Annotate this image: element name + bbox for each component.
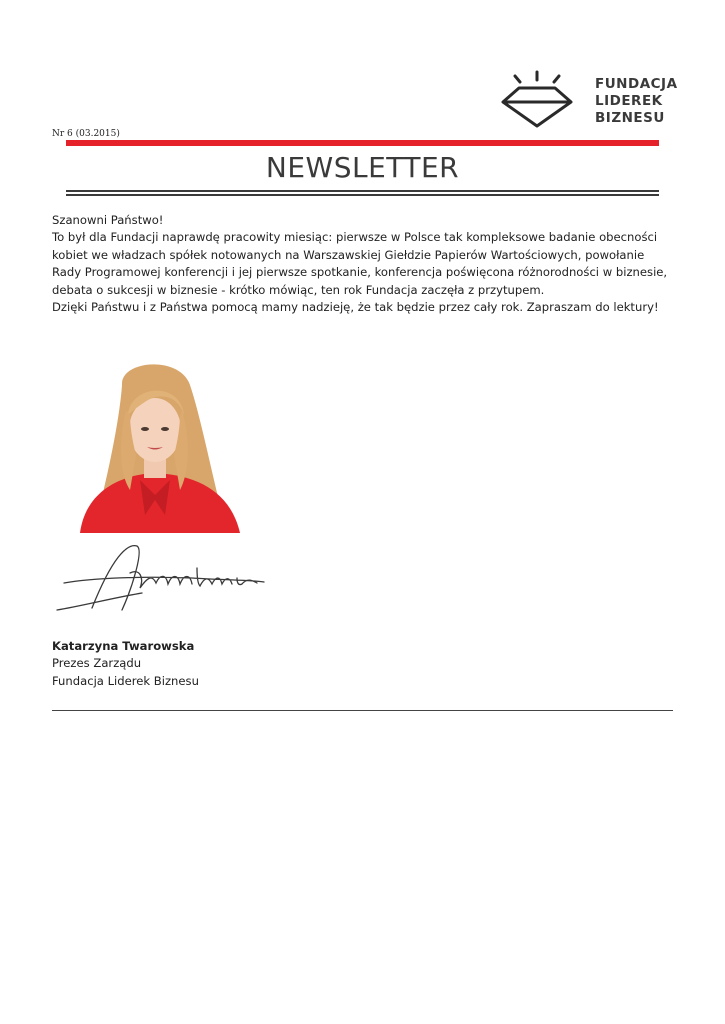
closing-line: Dzięki Państwu i z Państwa pomocą mamy nadzieję, że tak będzie przez cały rok. Zapraszam do lektury! xyxy=(52,300,659,315)
issue-number: Nr 6 (03.2015) xyxy=(52,129,120,139)
intro-paragraph: To był dla Fundacji naprawdę pracowity miesiąc: pierwsze w Polsce tak kompleksowe badanie obecności kobiet we władzach spółek notowanych na Warszawskiej Giełdzie Papierów Wartościowych, powołanie Rady Programowej konferencji i jej pierwsze spotkanie, konferencja poświęcona różnorodności w biznesie, debata o sukcesji w biznesie - krótko mówiąc, ten rok Fundacja zaczęła z przytupem. xyxy=(52,230,668,297)
signatory-organization: Fundacja Liderek Biznesu xyxy=(52,673,199,688)
diamond-icon xyxy=(497,68,577,130)
logo-line-1: FUNDACJA xyxy=(595,76,678,92)
signature-block xyxy=(52,638,199,690)
signatory-name: Katarzyna Twarowska xyxy=(52,639,195,653)
greeting: Szanowni Państwo! xyxy=(52,213,164,227)
title-rule-bottom xyxy=(66,194,659,196)
intro-text xyxy=(52,212,677,316)
foundation-logo xyxy=(497,68,682,130)
signatory-role: Prezes Zarządu xyxy=(52,656,142,671)
portrait-photo xyxy=(60,355,245,533)
logo-line-3: BIZNESU xyxy=(595,110,665,126)
page-title: NEWSLETTER xyxy=(265,151,460,184)
logo-wordmark xyxy=(595,76,678,127)
handwritten-signature xyxy=(52,538,272,618)
title-rule-top xyxy=(66,190,659,192)
logo-line-2: LIDEREK xyxy=(595,93,663,109)
bottom-divider xyxy=(52,710,673,711)
accent-bar xyxy=(66,140,659,146)
